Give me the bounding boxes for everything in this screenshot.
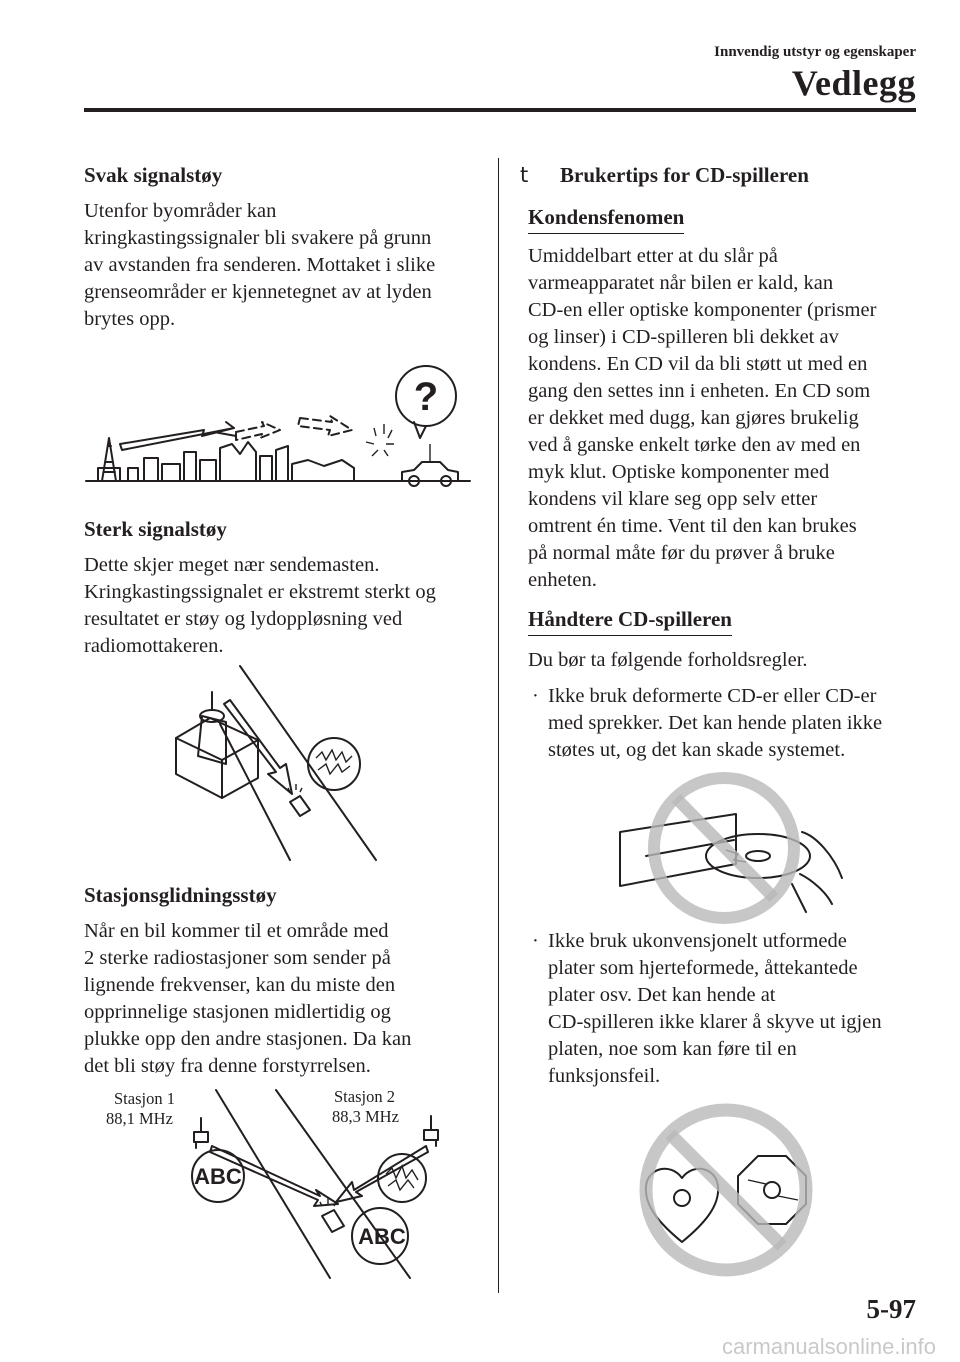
weak-signal-arrow: [298, 416, 352, 436]
noise-scribble-icon: [316, 750, 352, 774]
no-odd-shaped-cd-illustration: [630, 1094, 830, 1284]
mixed-abc-label: ABC: [358, 1224, 406, 1249]
strong-signal-line: Kringkastingssignalet er ekstremt sterkt og: [84, 581, 436, 603]
weak-signal-heading: Svak signalstøy: [84, 163, 223, 187]
section-marker: t: [520, 163, 529, 187]
odd-shape-cd-section: [528, 928, 924, 1090]
strong-signal-illustration: [170, 664, 400, 864]
condensation-line: myk klut. Optiske komponenter med: [528, 461, 830, 483]
strong-signal-arrow: [224, 700, 292, 794]
station1-freq: 88,1 MHz: [106, 1109, 173, 1128]
column-divider: [498, 158, 499, 1293]
bullet-deformed-cd: [528, 683, 924, 764]
station-drift-section: [84, 882, 484, 1080]
condensation-line: er dekket med dugg, kan gjøres brukelig: [528, 407, 859, 429]
station-drift-line: lignende frekvenser, kan du miste den: [84, 974, 396, 996]
bullet-dot: ·: [532, 685, 539, 707]
weak-signal-section: [84, 162, 484, 333]
station2-antenna-icon: [424, 1116, 438, 1146]
station-drift-line: opprinnelige stasjonen midlertidig og: [84, 1001, 391, 1023]
fading-signal-arrow: [236, 422, 280, 440]
station1-antenna-icon: [194, 1118, 208, 1148]
car-icon: [320, 1198, 344, 1232]
condensation-line: varmeapparatet når bilen er kald, kan: [528, 272, 834, 294]
city-buildings-icon: [128, 442, 354, 481]
bullet-line: med sprekker. Det kan hende platen ikke: [548, 712, 883, 734]
prohibited-icon: [654, 778, 794, 918]
bullet-line: Ikke bruk ukonvensjonelt utformede: [548, 930, 847, 952]
weak-signal-line: kringkastingssignaler bli svakere på grunn: [84, 227, 432, 249]
handling-heading: Håndtere CD-spilleren: [528, 606, 732, 636]
running-header-section: Innvendig utstyr og egenskaper: [714, 44, 916, 60]
weak-signal-line: Utenfor byområder kan: [84, 200, 277, 222]
no-damaged-cd-illustration: [606, 772, 846, 922]
bullet-line: støtes ut, og det kan skade systemet.: [548, 739, 846, 761]
station-drift-line: Når en bil kommer til et område med: [84, 920, 389, 942]
station2-name: Stasjon 2: [334, 1087, 395, 1106]
noise-bubble: [308, 738, 360, 790]
noise-burst-icon: [366, 424, 394, 456]
page-number: 5-97: [866, 1294, 916, 1324]
bullet-dot: ·: [532, 930, 539, 952]
bullet-odd-shaped-cd: [528, 928, 924, 1090]
condensation-line: CD-en eller optiske komponenter (prismer: [528, 299, 877, 321]
condensation-line: kondens. En CD vil da bli støtt ut med en: [528, 353, 868, 375]
station-drift-line: 2 sterke radiostasjoner som sender på: [84, 947, 391, 969]
bullet-line: Ikke bruk deformerte CD-er eller CD-er: [548, 685, 877, 707]
bullet-line: plater osv. Det kan hende at: [548, 984, 776, 1006]
cd-tips-heading: [514, 162, 924, 189]
cd-tips-section: [514, 162, 924, 764]
strong-signal-line: resultatet er støy og lydoppløsning ved: [84, 608, 403, 630]
weak-signal-line: av avstanden fra senderen. Mottaket i slike: [84, 254, 436, 276]
handling-intro: Du bør ta følgende forholdsregler.: [528, 649, 808, 671]
station1-name: Stasjon 1: [114, 1089, 175, 1108]
condensation-line: Umiddelbart etter at du slår på: [528, 245, 778, 267]
bullet-line: platen, noe som kan føre til en: [548, 1038, 797, 1060]
condensation-line: enheten.: [528, 569, 597, 591]
bullet-line: CD-spilleren ikke klarer å skyve ut igjen: [548, 1011, 882, 1033]
condensation-heading: Kondensfenomen: [528, 204, 684, 234]
station-drift-line: plukke opp den andre stasjonen. Da kan: [84, 1028, 412, 1050]
condensation-line: og linser) i CD-spilleren bli dekket av: [528, 326, 839, 348]
abc-label: ABC: [194, 1164, 242, 1189]
broadcast-station-icon: [176, 692, 258, 798]
station-drift-line: det bli støy fra denne forstyrrelsen.: [84, 1055, 371, 1077]
station-drift-heading: Stasjonsglidningsstøy: [84, 883, 277, 907]
station2-freq: 88,3 MHz: [332, 1107, 399, 1126]
weak-signal-line: grenseområder er kjennetegnet av at lyden: [84, 281, 432, 303]
condensation-line: ved å ganske enkelt tørke den av med en: [528, 434, 861, 456]
station-drift-illustration: [100, 1086, 460, 1282]
running-header-title: Vedlegg: [791, 63, 916, 103]
header-rule: [84, 108, 916, 112]
strong-signal-arrow: [120, 428, 234, 450]
weak-signal-line: brytes opp.: [84, 308, 176, 330]
bullet-line: funksjonsfeil.: [548, 1065, 661, 1087]
noise-scribble-icon: [386, 1166, 418, 1190]
strong-signal-heading: Sterk signalstøy: [84, 517, 227, 541]
cd-tips-heading-text: Brukertips for CD-spilleren: [560, 163, 809, 187]
condensation-line: på normal måte før du prøver å bruke: [528, 542, 835, 564]
strong-signal-line: radiomottakeren.: [84, 635, 224, 657]
watermark: carmanualsonline.info: [721, 1334, 936, 1359]
prohibited-icon: [646, 1110, 806, 1270]
condensation-line: gang den settes inn i enheten. En CD som: [528, 380, 871, 402]
bullet-line: plater som hjerteformede, åttekantede: [548, 957, 858, 979]
condensation-line: kondens vil klare seg opp selv etter: [528, 488, 818, 510]
question-mark-icon: ?: [413, 375, 439, 419]
car-icon: [402, 444, 458, 486]
transmitter-tower-icon: [98, 438, 120, 481]
condensation-line: omtrent én time. Vent til den kan brukes: [528, 515, 857, 537]
strong-signal-section: [84, 516, 484, 660]
strong-signal-line: Dette skjer meget nær sendemasten.: [84, 554, 380, 576]
weak-signal-illustration: [84, 360, 474, 490]
